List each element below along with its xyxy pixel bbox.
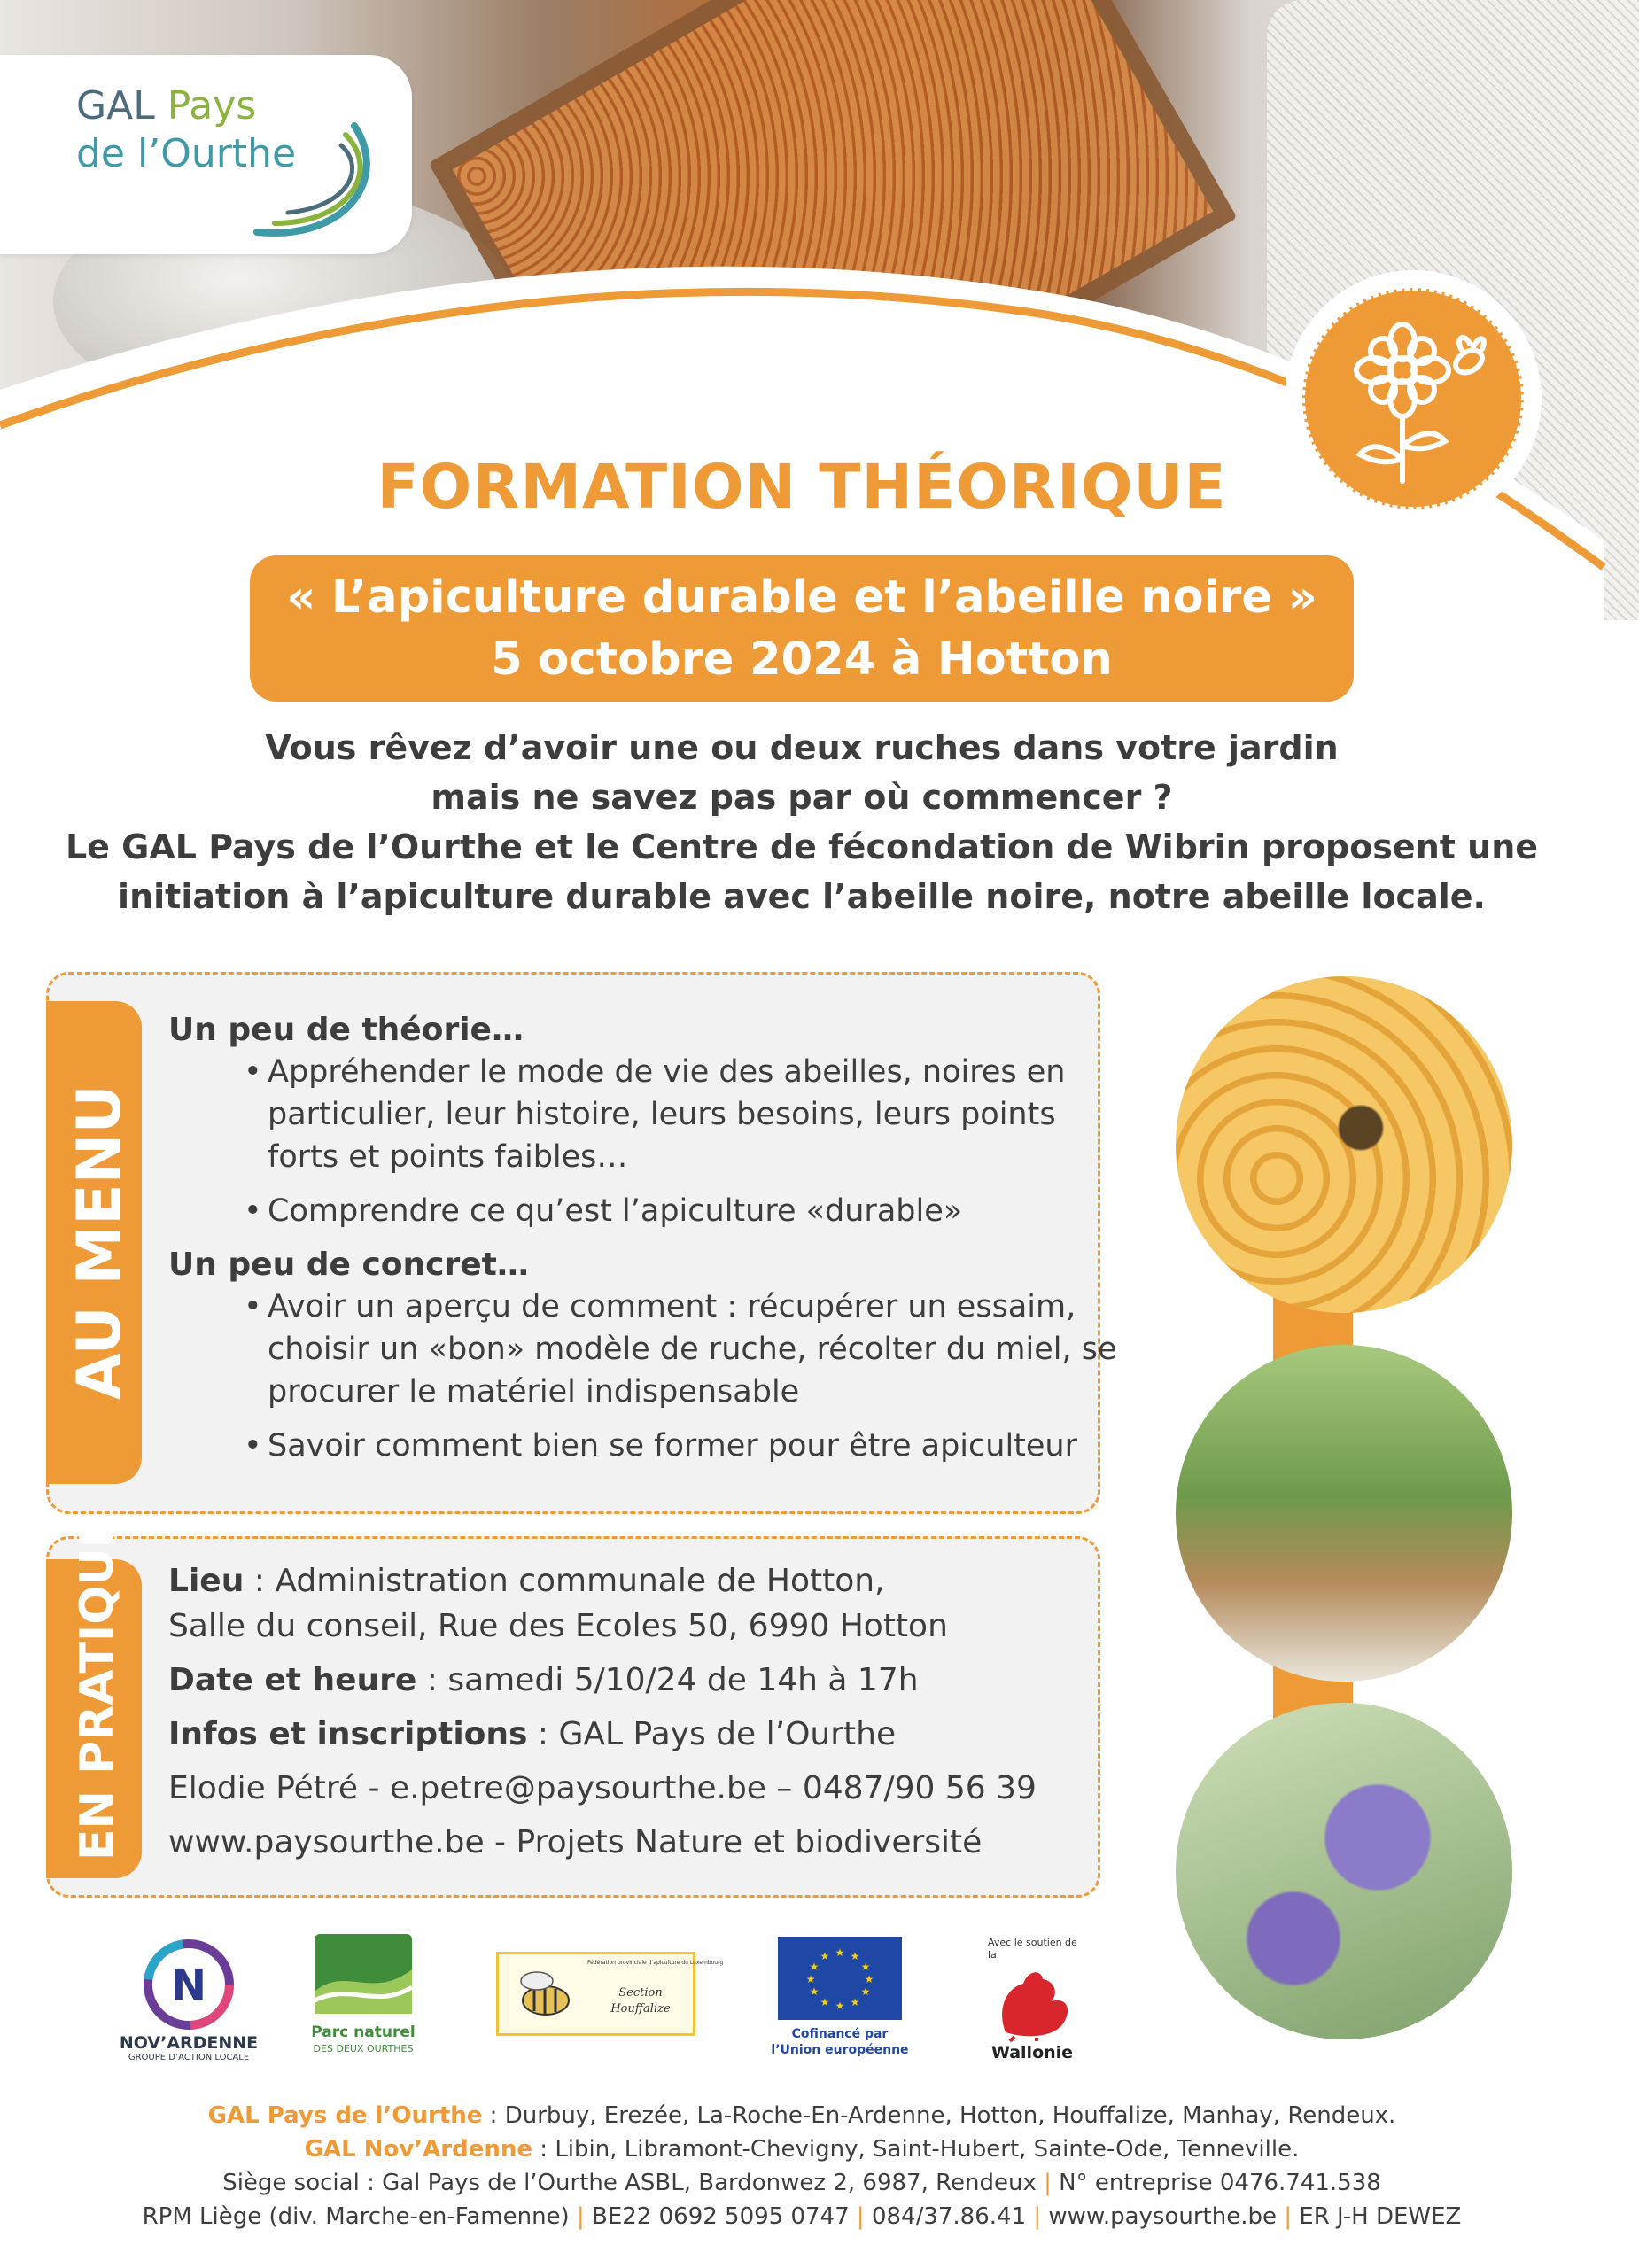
federation-text: Fédération provinciale d’apiculture du Luxembourg	[587, 1960, 724, 1966]
infos-line: Infos et inscriptions : GAL Pays de l’Ourthe	[168, 1716, 897, 1752]
svg-text:★: ★	[835, 2000, 845, 2012]
intro-line-3: Le GAL Pays de l’Ourthe et le Centre de fécondation de Wibrin proposent une	[65, 827, 1539, 866]
menu-bullet1-line3: forts et points faibles…	[268, 1139, 628, 1175]
bullet-dot: •	[244, 1193, 262, 1229]
svg-text:★: ★	[820, 1950, 830, 1962]
eu-line2: l’Union européenne	[771, 2043, 909, 2057]
novardenne-name: NOV’ARDENNE	[119, 2033, 259, 2053]
bullet-dot: •	[244, 1428, 262, 1464]
subtitle-banner	[250, 555, 1354, 702]
svg-text:★: ★	[820, 1996, 830, 2008]
lieu-line1: Lieu : Administration communale de Hotton,	[168, 1563, 885, 1599]
logo-text-line1: GAL Pays	[76, 83, 257, 128]
novardenne-logo	[105, 1936, 273, 2069]
svg-text:★: ★	[850, 1950, 860, 1962]
footer-line4: RPM Liège (div. Marche-en-Famenne) | BE22 0692 5095 0747 | 084/37.86.41 | www.paysourthe.be | ER J-H DEWEZ	[142, 2203, 1462, 2230]
lavender-flowers-photo	[1176, 1703, 1512, 2039]
parc-line2: DES DEUX OURTHES	[313, 2043, 414, 2054]
intro-line-4: initiation à l’apiculture durable avec l’abeille noire, notre abeille locale.	[118, 877, 1486, 916]
lieu-line2: Salle du conseil, Rue des Ecoles 50, 6990 Hotton	[168, 1608, 948, 1644]
novardenne-sub: GROUPE D’ACTION LOCALE	[128, 2053, 250, 2062]
menu-bullet1-line1: Appréhender le mode de vie des abeilles, noires en	[268, 1054, 1066, 1090]
menu-bullet3-line3: procurer le matériel indispensable	[268, 1374, 800, 1410]
wallonie-top1: Avec le soutien de	[988, 1937, 1077, 1948]
menu-bullet1-line2: particulier, leur histoire, leurs besoins, leurs points	[268, 1097, 1056, 1132]
footer-line1: GAL Pays de l’Ourthe : Durbuy, Erezée, La-Roche-En-Ardenne, Hotton, Houffalize, Manhay, Rendeux.	[207, 2102, 1396, 2129]
logo-text-line2: de l’Ourthe	[76, 131, 297, 176]
menu-section2-title: Un peu de concret…	[168, 1247, 529, 1283]
federation-apiculture-logo	[496, 1952, 724, 2036]
parc-line1: Parc naturel	[311, 2023, 416, 2041]
subtitle-line1: « L’apiculture durable et l’abeille noire »	[286, 571, 1317, 624]
parc-naturel-logo	[310, 1930, 416, 2071]
menu-tab-label: AU MENU	[65, 1084, 135, 1400]
subtitle-line2: 5 octobre 2024 à Hotton	[491, 633, 1113, 686]
svg-text:★: ★	[864, 1973, 874, 1985]
eu-flag-icon	[778, 1937, 902, 2020]
bullet-dot: •	[244, 1054, 262, 1090]
eu-line1: Cofinancé par	[791, 2027, 889, 2041]
svg-text:★: ★	[850, 1996, 860, 2008]
svg-text:★: ★	[835, 1946, 845, 1959]
intro-line-1: Vous rêvez d’avoir une ou deux ruches dans votre jardin	[265, 728, 1339, 767]
svg-text:★: ★	[860, 1961, 871, 1973]
svg-text:N: N	[170, 1961, 207, 2010]
beekeeper-photo	[1176, 1345, 1512, 1682]
logo-swoosh-icon	[239, 99, 390, 250]
footer-line3: Siège social : Gal Pays de l’Ourthe ASBL, Bardonwez 2, 6987, Rendeux | N° entreprise 0476.741.538	[222, 2170, 1381, 2196]
menu-bullet4-line1: Savoir comment bien se former pour être apiculteur	[268, 1428, 1077, 1464]
intro-line-2: mais ne savez pas par où commencer ?	[431, 778, 1173, 817]
menu-bullet2-line1: Comprendre ce qu’est l’apiculture «durable»	[268, 1193, 963, 1229]
menu-bullet3-line2: choisir un «bon» modèle de ruche, récolter du miel, se	[268, 1332, 1117, 1367]
pratique-tab-label: EN PRATIQUE	[71, 1516, 124, 1860]
rooster-icon	[988, 1961, 1076, 2041]
wallonie-name: Wallonie	[990, 2043, 1074, 2062]
svg-text:★: ★	[860, 1985, 871, 1998]
wallonie-logo	[983, 1937, 1081, 2070]
date-line: Date et heure : samedi 5/10/24 de 14h à 17h	[168, 1662, 919, 1698]
svg-text:★: ★	[809, 1985, 820, 1998]
menu-bullet3-line1: Avoir un aperçu de comment : récupérer un essaim,	[268, 1289, 1076, 1324]
novardenne-n-icon	[105, 1936, 273, 2033]
gal-logo-card	[0, 55, 412, 254]
footer-line2: GAL Nov’Ardenne : Libin, Libramont-Chevigny, Saint-Hubert, Sainte-Ode, Tenneville.	[304, 2136, 1300, 2163]
website-line[interactable]: www.paysourthe.be - Projets Nature et biodiversité	[168, 1824, 983, 1860]
svg-text:★: ★	[809, 1961, 820, 1973]
parc-landscape-icon	[310, 1930, 416, 2018]
menu-section1-title: Un peu de théorie…	[168, 1012, 524, 1048]
page-title: FORMATION THÉORIQUE	[377, 452, 1227, 523]
contact-line[interactable]: Elodie Pétré - e.petre@paysourthe.be – 0487/90 56 39	[168, 1770, 1037, 1806]
svg-text:★: ★	[805, 1973, 816, 1985]
section-line1: Section	[618, 1986, 663, 2000]
bee-drawing-icon	[506, 1963, 586, 2025]
bee-on-honeycomb-photo	[1176, 976, 1512, 1313]
eu-logo	[769, 1937, 911, 2070]
wallonie-top2: la	[988, 1949, 997, 1961]
section-line2: Houffalize	[610, 2002, 671, 2016]
bullet-dot: •	[244, 1289, 262, 1324]
